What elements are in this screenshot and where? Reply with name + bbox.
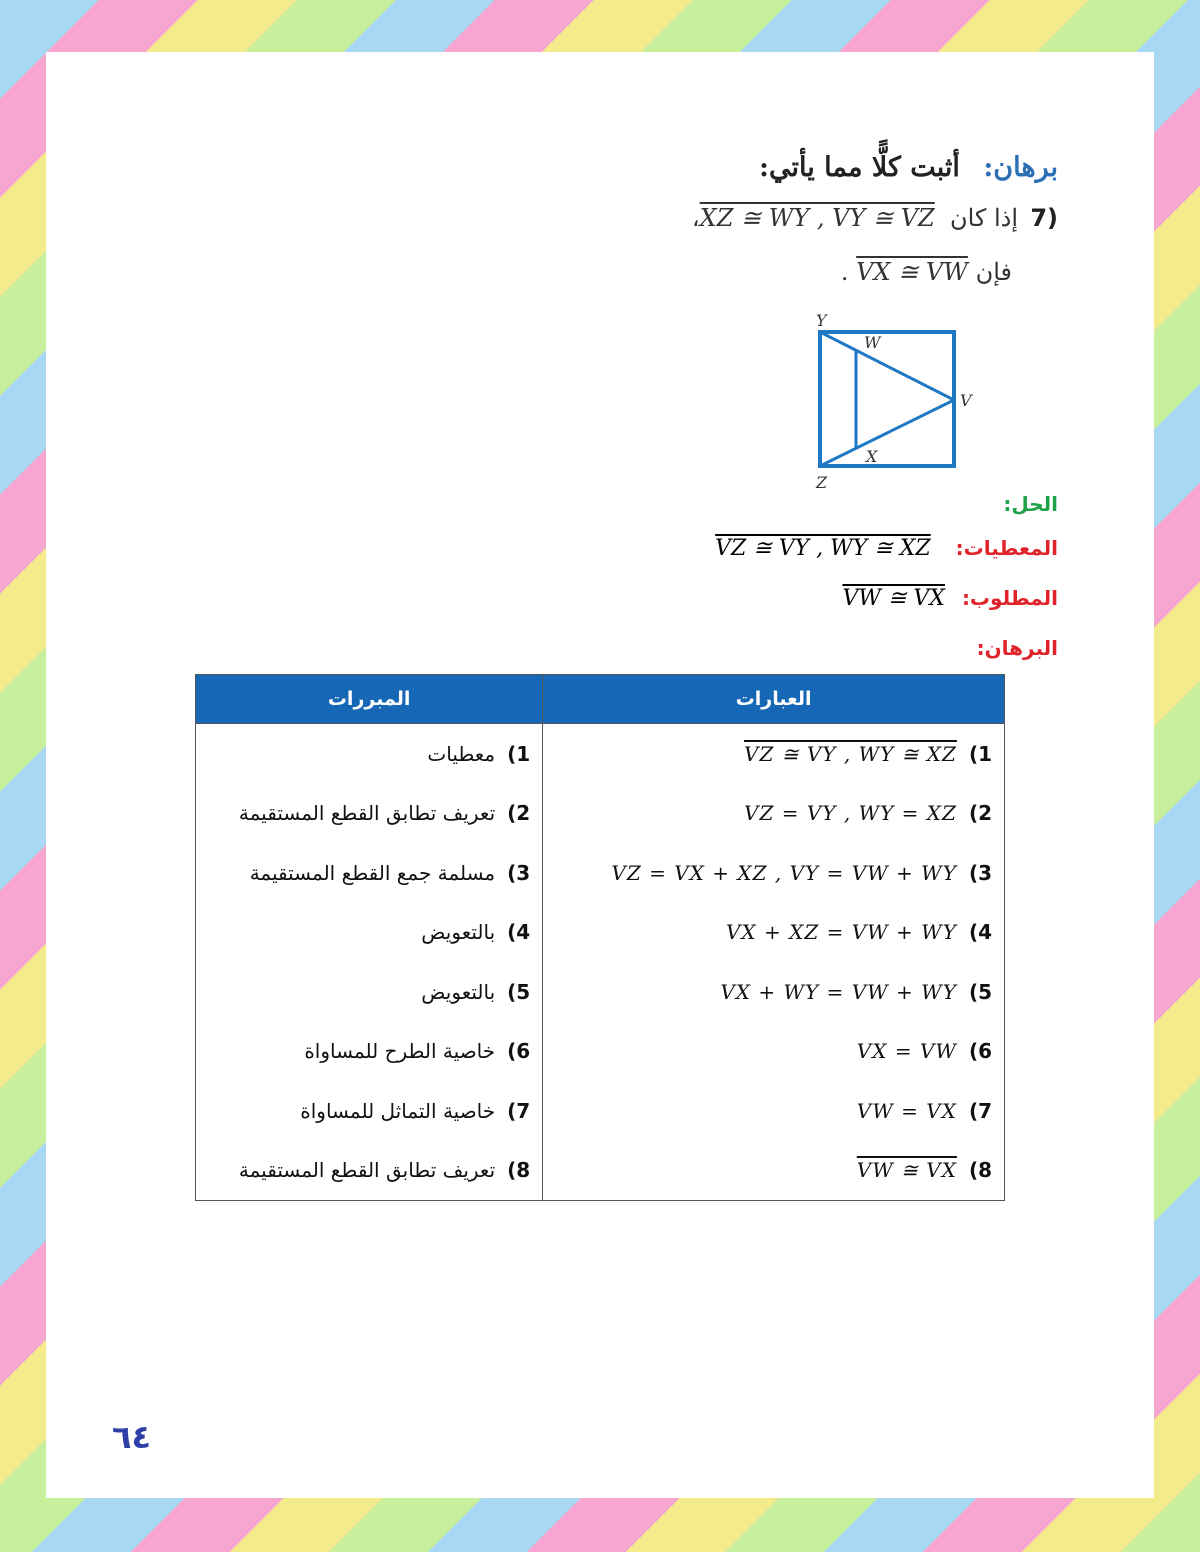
reason-text: بالتعويض — [421, 979, 496, 1004]
row-number: 4) — [507, 920, 531, 945]
statement-text: VW ≅ VX — [856, 1158, 957, 1183]
reason-row — [196, 843, 542, 903]
square-shape — [820, 332, 954, 466]
reason-text: خاصية الطرح للمساواة — [304, 1039, 496, 1064]
statement-text: VW = VX — [856, 1098, 957, 1123]
question-line-2 — [841, 258, 1012, 286]
heading-label: برهان: — [983, 152, 1058, 183]
row-number: 5) — [507, 979, 531, 1004]
reason-row — [196, 903, 542, 963]
section-heading — [759, 152, 1058, 183]
row-number: 2) — [968, 801, 992, 826]
required-line — [842, 586, 1058, 611]
row-number: 2) — [507, 801, 531, 826]
reason-row — [196, 962, 542, 1022]
geometry-figure — [808, 308, 1038, 498]
given-label: المعطيات: — [955, 536, 1058, 560]
statement-text: VX + WY = VW + WY — [720, 979, 957, 1004]
row-number: 1) — [507, 741, 531, 766]
row-number: 4) — [968, 920, 992, 945]
reasons-column — [196, 724, 543, 1201]
question-comma: ، — [691, 204, 700, 232]
statement-row — [543, 1081, 1004, 1141]
question-period: . — [840, 258, 849, 286]
segment-ZV — [820, 400, 954, 466]
statement-row — [543, 962, 1004, 1022]
label-Z: Z — [816, 473, 828, 492]
page-number: ٦٤ — [112, 1418, 152, 1456]
reason-row — [196, 1081, 542, 1141]
label-W: W — [864, 333, 881, 352]
row-number: 6) — [968, 1039, 992, 1064]
reason-row — [196, 784, 542, 844]
question-if: إذا كان — [949, 204, 1018, 232]
reason-text: بالتعويض — [421, 920, 496, 945]
row-number: 3) — [507, 860, 531, 885]
question-number: 7) — [1030, 204, 1058, 232]
label-V: V — [960, 391, 972, 410]
statement-row — [543, 1022, 1004, 1082]
row-number: 3) — [968, 860, 992, 885]
statement-row — [543, 1141, 1004, 1201]
reason-text: خاصية التماثل للمساواة — [300, 1098, 496, 1123]
row-number: 7) — [968, 1098, 992, 1123]
row-number: 5) — [968, 979, 992, 1004]
header-reasons: المبررات — [196, 675, 543, 724]
statement-row — [543, 724, 1004, 784]
statement-text: VZ ≅ VY , WY ≅ XZ — [744, 741, 957, 766]
reason-text: مسلمة جمع القطع المستقيمة — [249, 860, 496, 885]
row-number: 1) — [968, 741, 992, 766]
solution-label: الحل: — [1003, 492, 1058, 516]
reason-row — [196, 1141, 542, 1201]
heading-text: أثبت كلًّا مما يأتي: — [759, 152, 960, 183]
given-math: VZ ≅ VY , WY ≅ XZ — [715, 536, 931, 561]
reason-row — [196, 1022, 542, 1082]
statement-text: VX + XZ = VW + WY — [725, 920, 957, 945]
question-then: فإن — [975, 258, 1012, 286]
row-number: 8) — [507, 1158, 531, 1183]
statements-column — [543, 724, 1005, 1201]
statement-text: VZ = VX + XZ , VY = VW + WY — [611, 860, 957, 885]
reason-text: تعريف تطابق القطع المستقيمة — [238, 1158, 496, 1183]
question-given-math — [700, 204, 943, 232]
label-Y: Y — [816, 311, 827, 330]
statement-text: VX = VW — [856, 1039, 957, 1064]
reason-text: معطيات — [427, 741, 496, 766]
question-given-overline: XZ ≅ WY , VY ≅ VZ — [699, 204, 935, 232]
row-number: 8) — [968, 1158, 992, 1183]
question-conclusion-math: VX ≅ VW — [856, 258, 968, 286]
reason-text: تعريف تطابق القطع المستقيمة — [238, 801, 496, 826]
row-number: 6) — [507, 1039, 531, 1064]
worksheet-page — [46, 52, 1154, 1498]
statement-text: VZ = VY , WY = XZ — [744, 801, 957, 826]
required-label: المطلوب: — [961, 586, 1058, 610]
proof-label: البرهان: — [976, 636, 1058, 660]
question-line-1 — [692, 204, 1018, 232]
header-statements: العبارات — [543, 675, 1005, 724]
statement-row — [543, 784, 1004, 844]
required-math: VW ≅ VX — [842, 586, 945, 611]
statement-row — [543, 843, 1004, 903]
given-line — [715, 536, 1058, 561]
label-X: X — [866, 447, 878, 466]
proof-table — [195, 674, 1005, 1201]
reason-row — [196, 724, 542, 784]
segment-YV — [820, 332, 954, 400]
statement-row — [543, 903, 1004, 963]
row-number: 7) — [507, 1098, 531, 1123]
